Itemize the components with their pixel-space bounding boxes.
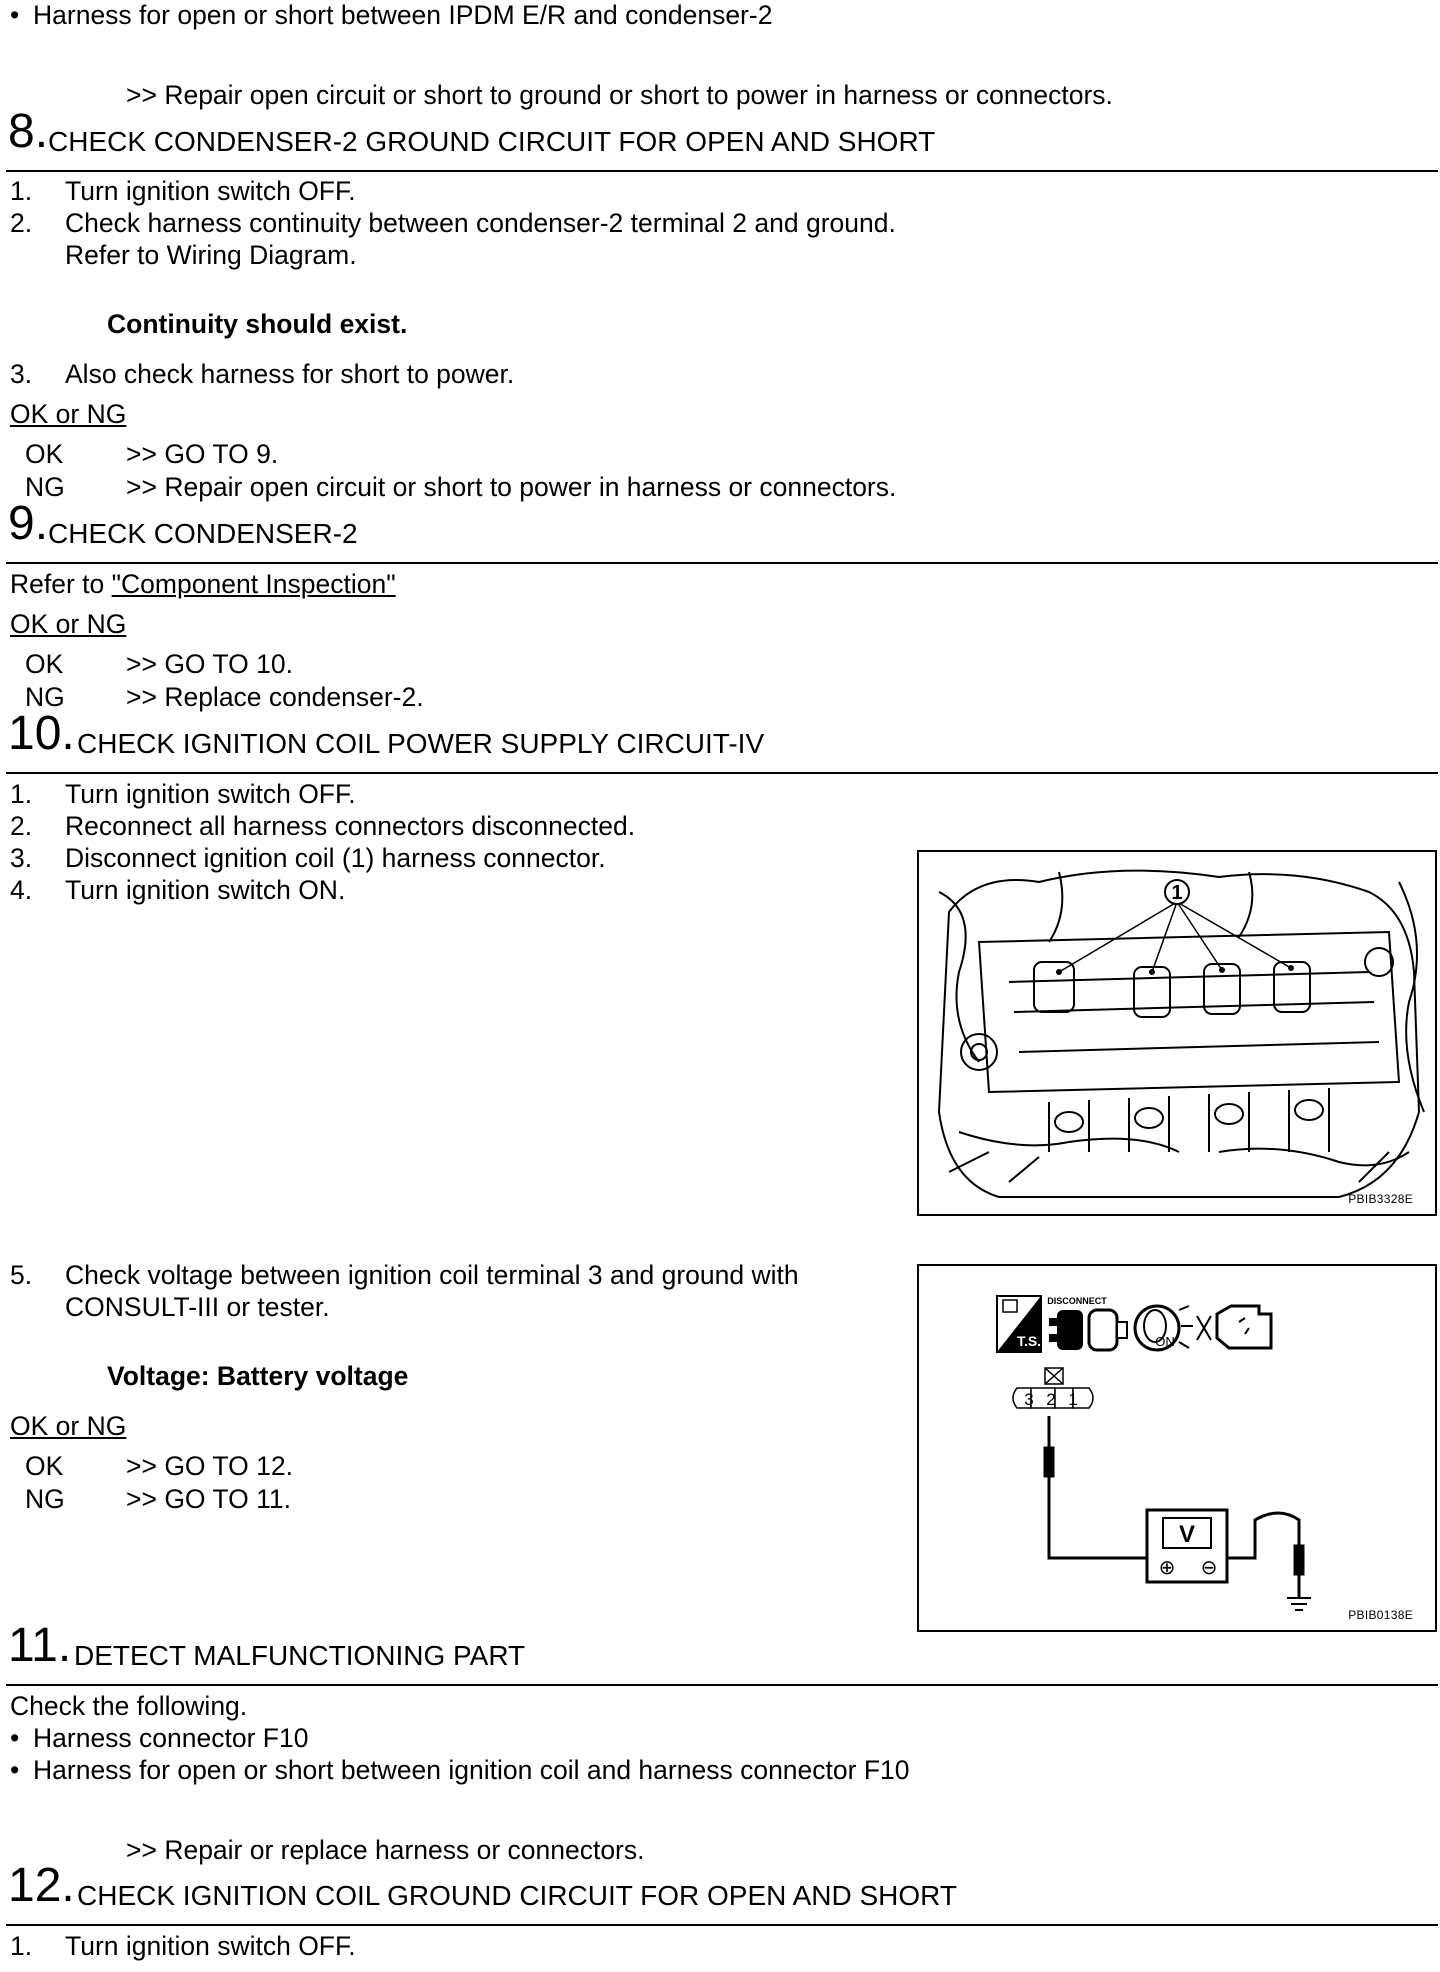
svg-text:2: 2 — [1046, 1390, 1056, 1409]
step-8-spec: Continuity should exist. — [107, 309, 408, 339]
step-10-item-3-num: 3. — [10, 843, 33, 873]
ignition-on-icon — [1135, 1306, 1193, 1350]
ignition-coil-location-figure — [917, 850, 1437, 1216]
step-9-rule — [6, 562, 1438, 564]
engine-off-icon — [1197, 1306, 1271, 1348]
ts-icon — [997, 1296, 1041, 1352]
step-10-title: CHECK IGNITION COIL POWER SUPPLY CIRCUIT-IV — [77, 728, 765, 759]
disconnect-connector-icon — [1047, 1296, 1127, 1350]
step-8-title: CHECK CONDENSER-2 GROUND CIRCUIT FOR OPEN AND SHORT — [48, 126, 936, 157]
step-11-title: DETECT MALFUNCTIONING PART — [74, 1640, 526, 1671]
step-9-title: CHECK CONDENSER-2 — [48, 518, 358, 549]
voltmeter-label: V — [1178, 1521, 1196, 1548]
step-9-ng-label: NG — [25, 682, 65, 712]
top-bullet: • — [10, 0, 20, 30]
voltmeter — [1147, 1510, 1227, 1582]
step-11-bullet-1: Harness connector F10 — [33, 1723, 309, 1753]
step-8-ng-label: NG — [25, 472, 65, 502]
figure-1-callout: 1 — [1171, 882, 1183, 904]
step-9-ng-text: >> Replace condenser-2. — [126, 682, 424, 712]
step-10-okng: OK or NG — [10, 1411, 127, 1441]
step-8-rule — [6, 170, 1438, 172]
step-9-ok-label: OK — [25, 649, 64, 679]
step-10-ng-text: >> GO TO 11. — [126, 1484, 291, 1514]
step-9-number: 9. — [8, 497, 49, 550]
component-inspection-link[interactable]: "Component Inspection" — [111, 569, 396, 599]
step-9-ok-text: >> GO TO 10. — [126, 649, 293, 679]
svg-text:3: 3 — [1024, 1390, 1034, 1409]
step-10-number: 10. — [8, 707, 75, 760]
step-10-item-4-num: 4. — [10, 875, 33, 905]
step-8-item-3-text: Also check harness for short to power. — [65, 359, 515, 389]
step-9-refer — [10, 571, 396, 598]
step-10-ok-label: OK — [25, 1451, 64, 1481]
top-result: >> Repair open circuit or short to ground or short to power in harness or connectors. — [126, 80, 1113, 110]
step-10-item-5-text-1: Check voltage between ignition coil terminal 3 and ground with — [65, 1260, 799, 1290]
step-10-ok-text: >> GO TO 12. — [126, 1451, 293, 1481]
step-12-title: CHECK IGNITION COIL GROUND CIRCUIT FOR OPEN AND SHORT — [77, 1880, 958, 1911]
step-8-item-2-num: 2. — [10, 208, 33, 238]
step-10-item-4-text: Turn ignition switch ON. — [65, 875, 346, 905]
svg-text:DISCONNECT: DISCONNECT — [1047, 1296, 1107, 1306]
step-10-item-5-text-2: CONSULT-III or tester. — [65, 1292, 330, 1322]
engine-bay-drawing — [919, 852, 1435, 1214]
step-11-bullet-2: Harness for open or short between ignition coil and harness connector F10 — [33, 1755, 910, 1785]
step-8-item-3-num: 3. — [10, 359, 33, 389]
step-8-item-2-cont: Refer to Wiring Diagram. — [65, 240, 357, 270]
step-11-result: >> Repair or replace harness or connectors. — [126, 1835, 645, 1865]
step-10-item-2-text: Reconnect all harness connectors disconnected. — [65, 811, 636, 841]
step-8-item-1-text: Turn ignition switch OFF. — [65, 176, 356, 206]
step-11-rule — [6, 1684, 1438, 1686]
step-8-ng-text: >> Repair open circuit or short to power in harness or connectors. — [126, 472, 897, 502]
step-12-number: 12. — [8, 1859, 75, 1912]
step-8-item-1-num: 1. — [10, 176, 33, 206]
step-8-number: 8. — [8, 105, 49, 158]
figure-2-code: PBIB0138E — [1348, 1608, 1413, 1622]
step-12-rule — [6, 1924, 1438, 1926]
step-8-item-2-text: Check harness continuity between condenser-2 terminal 2 and ground. — [65, 208, 896, 238]
step-11-bullet-2-mark: • — [10, 1755, 20, 1785]
step-8-ok-text: >> GO TO 9. — [126, 439, 279, 469]
step-12-item-1-num: 1. — [10, 1931, 33, 1961]
step-10-item-2-num: 2. — [10, 811, 33, 841]
connector-terminal-block — [1013, 1368, 1093, 1409]
step-12-item-1-text: Turn ignition switch OFF. — [65, 1931, 356, 1961]
svg-text:1: 1 — [1068, 1390, 1078, 1409]
step-10-item-5-num: 5. — [10, 1260, 33, 1290]
step-8-okng: OK or NG — [10, 399, 127, 429]
voltmeter-plus: ⊕ — [1158, 1555, 1176, 1579]
svg-text:T.S.: T.S. — [1016, 1333, 1042, 1349]
step-9-okng: OK or NG — [10, 609, 127, 639]
step-10-ng-label: NG — [25, 1484, 65, 1514]
step-10-rule — [6, 772, 1438, 774]
step-10-item-1-text: Turn ignition switch OFF. — [65, 779, 356, 809]
step-9-refer-prefix: Refer to — [10, 569, 112, 599]
voltmeter-minus: ⊖ — [1200, 1555, 1218, 1579]
top-item: Harness for open or short between IPDM E/R and condenser-2 — [33, 0, 773, 30]
step-11-intro: Check the following. — [10, 1691, 248, 1721]
step-10-item-1-num: 1. — [10, 779, 33, 809]
step-10-spec: Voltage: Battery voltage — [107, 1361, 409, 1391]
voltage-check-figure — [917, 1264, 1437, 1632]
voltage-check-diagram — [919, 1266, 1435, 1630]
step-11-bullet-1-mark: • — [10, 1723, 20, 1753]
step-8-ok-label: OK — [25, 439, 64, 469]
svg-text:ON: ON — [1155, 1334, 1175, 1349]
step-11-number: 11. — [8, 1619, 72, 1672]
figure-1-code: PBIB3328E — [1348, 1192, 1413, 1206]
step-10-item-3-text: Disconnect ignition coil (1) harness connector. — [65, 843, 606, 873]
